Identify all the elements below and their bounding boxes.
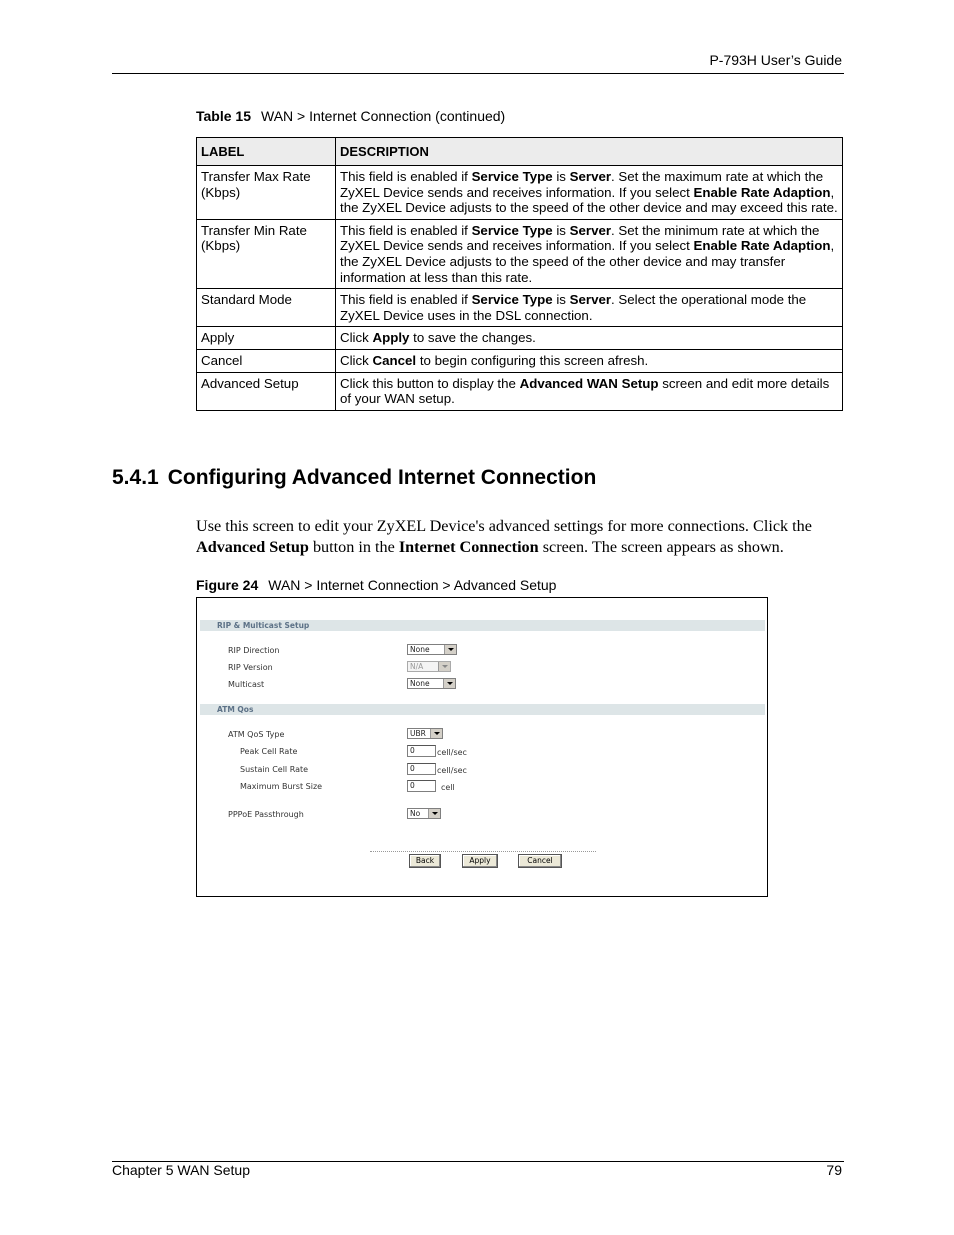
pppoe-passthrough-select[interactable]: No xyxy=(407,808,441,819)
chapter-label: Chapter 5 WAN Setup xyxy=(112,1162,250,1178)
table-body xyxy=(197,166,843,411)
multicast-select[interactable]: None xyxy=(407,678,456,689)
figure-caption xyxy=(196,577,556,593)
rip-version-label: RIP Version xyxy=(228,663,273,672)
row-label: Standard Mode xyxy=(197,289,336,327)
table-caption-text: WAN > Internet Connection (continued) xyxy=(261,108,506,124)
apply-button[interactable]: Apply xyxy=(462,854,498,868)
row-description: This field is enabled if Service Type is Server. Set the maximum rate at which the ZyXEL Device sends and receives information. If you select Enable Rate Adaption, the ZyXEL Device adjusts to the speed of the other device and may exceed this rate. xyxy=(336,166,843,220)
row-label: Advanced Setup xyxy=(197,372,336,410)
rip-direction-label: RIP Direction xyxy=(228,646,280,655)
description-column-header: DESCRIPTION xyxy=(336,138,843,166)
label-column-header: LABEL xyxy=(197,138,336,166)
table-row xyxy=(197,166,843,220)
maximum-burst-size-label: Maximum Burst Size xyxy=(240,782,323,791)
section-heading xyxy=(112,466,596,490)
peak-cell-rate-input[interactable]: 0 xyxy=(407,745,436,757)
row-label: Apply xyxy=(197,327,336,350)
table-row xyxy=(197,327,843,350)
section-body-text: Use this screen to edit your ZyXEL Device's advanced settings for more connections. Click the Advanced Setup button in the Internet Connection screen. The screen appears as shown. xyxy=(196,517,812,556)
rip-version-select[interactable]: N/A xyxy=(407,661,451,672)
sustain-cell-rate-unit: cell/sec xyxy=(437,766,467,775)
atm-qos-type-label: ATM QoS Type xyxy=(228,730,285,739)
row-description: Click this button to display the Advanced WAN Setup screen and edit more details of your WAN setup. xyxy=(336,372,843,410)
figure-caption-number: Figure 24 xyxy=(196,577,259,593)
row-description: Click Cancel to begin configuring this screen afresh. xyxy=(336,349,843,372)
section-number: 5.4.1 xyxy=(112,466,159,489)
table-caption xyxy=(196,108,505,124)
chevron-down-icon xyxy=(438,662,450,671)
table-caption-number: Table 15 xyxy=(196,108,251,124)
atm-qos-section-header: ATM Qos xyxy=(200,704,765,715)
guide-title: P-793H User’s Guide xyxy=(709,52,842,68)
header-rule xyxy=(112,73,844,74)
chevron-down-icon xyxy=(430,729,442,738)
button-divider xyxy=(370,851,596,852)
back-button[interactable]: Back xyxy=(409,854,441,868)
row-description: Click Apply to save the changes. xyxy=(336,327,843,350)
table-header-row xyxy=(197,138,843,166)
row-description: This field is enabled if Service Type is Server. Select the operational mode the ZyXEL Device uses in the DSL connection. xyxy=(336,289,843,327)
sustain-cell-rate-input[interactable]: 0 xyxy=(407,763,436,775)
chevron-down-icon xyxy=(444,645,456,654)
figure-caption-text: WAN > Internet Connection > Advanced Setup xyxy=(268,577,557,593)
row-label: Transfer Min Rate (Kbps) xyxy=(197,219,336,288)
rip-multicast-section-header: RIP & Multicast Setup xyxy=(200,620,765,631)
row-label: Transfer Max Rate (Kbps) xyxy=(197,166,336,220)
advanced-setup-screenshot xyxy=(196,597,768,897)
chevron-down-icon xyxy=(443,679,455,688)
table-row xyxy=(197,372,843,410)
chevron-down-icon xyxy=(428,809,440,818)
peak-cell-rate-unit: cell/sec xyxy=(437,748,467,757)
table-row xyxy=(197,219,843,288)
section-title: Configuring Advanced Internet Connection xyxy=(167,466,597,489)
atm-qos-type-select[interactable]: UBR xyxy=(407,728,443,739)
row-description: This field is enabled if Service Type is Server. Set the minimum rate at which the ZyXEL Device sends and receives information. If you select Enable Rate Adaption, the ZyXEL Device adjusts to the speed of the other device and may transfer information at less than this rate. xyxy=(336,219,843,288)
multicast-label: Multicast xyxy=(228,680,265,689)
sustain-cell-rate-label: Sustain Cell Rate xyxy=(240,765,309,774)
table-row xyxy=(197,349,843,372)
label-description-table xyxy=(196,137,843,411)
table-row xyxy=(197,289,843,327)
row-label: Cancel xyxy=(197,349,336,372)
peak-cell-rate-label: Peak Cell Rate xyxy=(240,747,298,756)
rip-direction-select[interactable]: None xyxy=(407,644,457,655)
page-number: 79 xyxy=(826,1162,842,1178)
maximum-burst-size-unit: cell xyxy=(441,783,455,792)
cancel-button[interactable]: Cancel xyxy=(518,854,562,868)
maximum-burst-size-input[interactable]: 0 xyxy=(407,780,436,792)
pppoe-passthrough-label: PPPoE Passthrough xyxy=(228,810,304,819)
